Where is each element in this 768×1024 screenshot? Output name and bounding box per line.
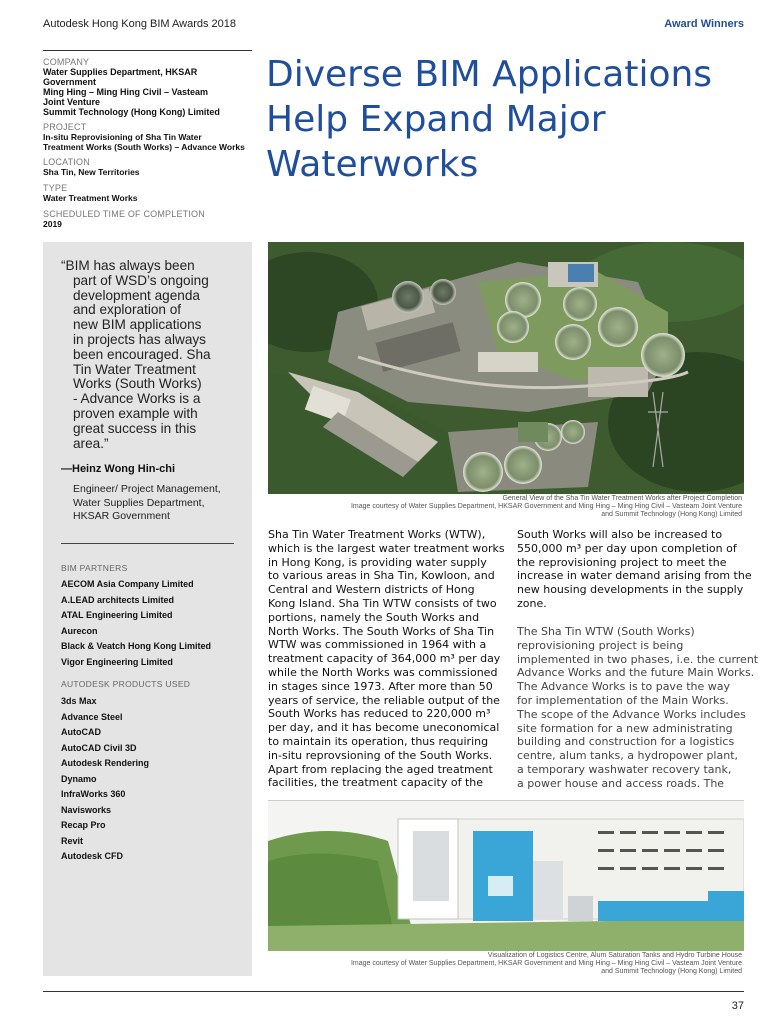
location-value: Sha Tin, New Territories (43, 167, 140, 177)
caption-line: Image courtesy of Water Supplies Department, HKSAR Government and Ming Hing – Ming Hing Civil – Vasteam Joint Venture (350, 960, 742, 967)
product-item: Autodesk Rendering (61, 758, 150, 768)
body-column-1 (268, 528, 505, 790)
caption-line: and Summit Technology (Hong Kong) Limited (601, 968, 742, 975)
publication-title: Autodesk Hong Kong BIM Awards 2018 (43, 18, 237, 30)
figure1-caption (282, 495, 742, 519)
body-line: North Works. The South Works of Sha Tin (268, 624, 495, 638)
partners-list (61, 577, 211, 670)
body-line: a power house and access roads. The (517, 776, 725, 790)
body-column-2-continued (517, 625, 758, 791)
body-line: for implementation of the Main Works. (517, 693, 729, 707)
caption-line: General View of the Sha Tin Water Treatment Works after Project Completion (502, 495, 742, 502)
quote-author-role (73, 483, 248, 524)
quote-line: area.” (73, 435, 109, 451)
body-line: per day, and it has become uneconomical (268, 721, 500, 735)
quote-line: development agenda (73, 287, 200, 303)
company-label: COMPANY (43, 57, 90, 67)
company-line: Joint Venture (43, 97, 101, 107)
body-line: years of service, the reliable output of the (268, 693, 500, 707)
caption-line: and Summit Technology (Hong Kong) Limited (601, 511, 742, 518)
product-item: 3ds Max (61, 696, 97, 706)
quote-line: - Advance Works is a (73, 391, 201, 407)
partner-item: Vigor Engineering Limited (61, 656, 173, 667)
body-line: a temporary washwater recovery tank, (517, 762, 732, 776)
partners-heading: BIM PARTNERS (61, 563, 128, 573)
body-line: South Works has reduced to 220,000 m³ (268, 707, 491, 721)
quote-line: in projects has always (73, 331, 206, 347)
rendering-illustration (268, 801, 744, 951)
title-line: Help Expand Major (266, 99, 606, 140)
product-item: AutoCAD (61, 727, 101, 737)
partner-item: AECOM Asia Company Limited (61, 579, 194, 589)
body-line: reprovisioning project is being (517, 638, 684, 652)
body-line: the reprovisioning project to meet the (517, 555, 727, 569)
page-number: 37 (731, 1000, 744, 1012)
product-item: Autodesk CFD (61, 851, 124, 861)
quote-line: great success in this (73, 420, 197, 436)
body-line: which is the largest water treatment works (268, 541, 505, 555)
body-line: Central and Western districts of Hong (268, 583, 475, 597)
body-line: Kong Island. Sha Tin WTW consists of two (268, 596, 497, 610)
caption-line: Image courtesy of Water Supplies Department, HKSAR Government and Ming Hing – Ming Hing Civil – Vasteam Joint Venture (350, 503, 742, 510)
product-item: Navisworks (61, 804, 112, 815)
body-line: building and construction for a logistics (517, 735, 735, 749)
body-line: zone. (517, 596, 547, 610)
body-line: to maintain its operation, thus requiring (268, 734, 489, 748)
body-line: to various areas in Sha Tin, Kowloon, and (268, 569, 495, 583)
body-line: implemented in two phases, i.e. the current (517, 652, 759, 666)
type-label: TYPE (43, 183, 68, 193)
body-line: centre, alum tanks, a hydropower plant, (517, 749, 739, 763)
body-column-2 (517, 528, 752, 611)
body-line: Sha Tin Water Treatment Works (WTW), (268, 528, 486, 541)
body-line: increase in water demand arising from the (517, 569, 752, 583)
project-label: PROJECT (43, 122, 87, 132)
body-line: WTW was commissioned in 1964 with a (268, 638, 487, 652)
company-line: Summit Technology (Hong Kong) Limited (43, 107, 220, 117)
rendering-photo (268, 800, 744, 951)
product-item: Advance Steel (61, 711, 123, 722)
header-rule (43, 50, 252, 51)
body-line: in-situ reprovsioning of the South Works. (268, 748, 493, 762)
body-line: while the North Works was commissioned (268, 665, 498, 679)
project-line: Treatment Works (South Works) – Advance Works (43, 142, 245, 152)
body-line: in Hong Kong, is providing water supply (268, 555, 487, 569)
body-line: site formation for a new administrating (517, 721, 733, 735)
partner-item: ATAL Engineering Limited (61, 610, 173, 620)
location-label: LOCATION (43, 157, 90, 167)
quote-line: “BIM has always been (61, 258, 195, 273)
body-line: new housing developments in the supply (517, 583, 744, 597)
schedule-value: 2019 (43, 219, 62, 229)
type-value: Water Treatment Works (43, 193, 138, 203)
body-line: South Works will also be increased to (517, 528, 723, 541)
product-item: InfraWorks 360 (61, 789, 126, 799)
partner-item: A.LEAD architects Limited (61, 594, 175, 605)
aerial-photo-illustration (268, 242, 744, 494)
aerial-photo (268, 242, 744, 494)
products-list (61, 694, 149, 865)
company-line: Government (43, 77, 97, 87)
company-line: Water Supplies Department, HKSAR (43, 67, 198, 77)
footer-rule (43, 991, 744, 992)
project-meta (43, 55, 255, 229)
sidebar-divider (61, 543, 234, 544)
quote-line: Tin Water Treatment (73, 361, 196, 377)
quote-line: and exploration of (73, 302, 182, 318)
role-line: Water Supplies Department, (73, 496, 205, 509)
schedule-label: SCHEDULED TIME OF COMPLETION (43, 209, 205, 219)
figure2-caption (282, 952, 742, 976)
body-line: in stages since 1973. After more than 50 (268, 679, 493, 693)
title-line: Waterworks (266, 144, 479, 185)
body-line: The Advance Works is to pave the way (517, 680, 731, 694)
article-title (266, 52, 756, 187)
product-item: Revit (61, 835, 84, 846)
body-line: 550,000 m³ per day upon completion of (517, 541, 737, 555)
product-item: Recap Pro (61, 820, 106, 830)
project-line: In-situ Reprovisioning of Sha Tin Water (43, 132, 202, 142)
body-line: The scope of the Advance Works includes (517, 707, 746, 721)
section-label: Award Winners (664, 18, 744, 30)
body-line: portions, namely the South Works and (268, 610, 480, 624)
quote-line: part of WSD’s ongoing (73, 272, 209, 288)
products-heading: AUTODESK PRODUCTS USED (61, 679, 191, 689)
body-line: treatment capacity of 364,000 m³ per day (268, 652, 501, 666)
body-line: Advance Works and the future Main Works. (517, 666, 755, 680)
body-line: facilities, the treatment capacity of the (268, 776, 484, 790)
quote-author: —Heinz Wong Hin-chi (61, 463, 176, 475)
product-item: AutoCAD Civil 3D (61, 742, 137, 753)
quote-line: proven example with (73, 405, 198, 421)
quote-line: been encouraged. Sha (73, 346, 211, 362)
quote-line: new BIM applications (73, 317, 202, 333)
role-line: Engineer/ Project Management, (73, 483, 221, 495)
body-line: The Sha Tin WTW (South Works) (517, 625, 695, 638)
body-line: Apart from replacing the aged treatment (268, 762, 493, 776)
pull-quote (61, 259, 241, 451)
quote-line: Works (South Works) (73, 376, 202, 392)
role-line: HKSAR Government (73, 510, 170, 522)
partner-item: Black & Veatch Hong Kong Limited (61, 641, 212, 651)
caption-line: Visualization of Logistics Centre, Alum Saturation Tanks and Hydro Turbine House (487, 952, 742, 959)
product-item: Dynamo (61, 773, 97, 784)
company-line: Ming Hing – Ming Hing Civil – Vasteam (43, 87, 209, 97)
title-line: Diverse BIM Applications (266, 54, 713, 95)
partner-item: Aurecon (61, 625, 98, 636)
